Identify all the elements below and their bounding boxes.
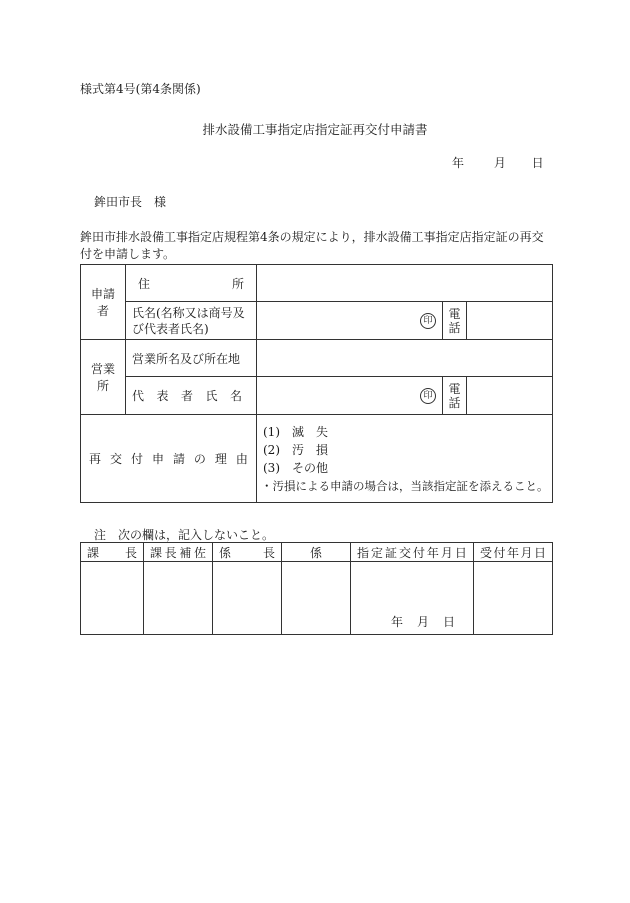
subsection-chief-cell	[213, 562, 282, 635]
reason-option-lost[interactable]: (1) 滅 失	[263, 424, 328, 439]
form-number: 様式第4号(第4条関係)	[80, 82, 201, 96]
header-section-chief	[81, 543, 144, 562]
office-rep-field[interactable]	[257, 377, 443, 415]
header-char: 補	[179, 545, 192, 560]
label-char: 名	[229, 389, 242, 403]
reason-options	[257, 415, 553, 503]
office-use-note: 注 次の欄は，記入しないこと。	[94, 528, 275, 542]
label-char: 住	[138, 276, 151, 291]
header-char: 付	[493, 545, 506, 560]
date-year: 年	[452, 156, 465, 170]
issue-date-cell	[351, 562, 474, 635]
office-name-location-field[interactable]	[257, 340, 553, 377]
header-subsection-chief	[213, 543, 282, 562]
receipt-date-cell	[474, 562, 553, 635]
header-char: 付	[412, 545, 425, 560]
label-char: 表	[156, 389, 169, 403]
section-chief-cell	[81, 562, 144, 635]
seal-icon: 印	[420, 388, 436, 404]
header-char: 長	[164, 545, 177, 560]
label-char: 請	[172, 452, 185, 466]
applicant-tel-label: 電話	[443, 302, 467, 340]
applicant-tel-field[interactable]	[467, 302, 553, 340]
header-char: 長	[124, 545, 137, 560]
header-char: 課	[87, 545, 100, 560]
office-name-location-label: 営業所名及び所在地	[126, 340, 257, 377]
reason-option-soiled[interactable]: (2) 汚 損	[263, 442, 328, 457]
label-char: 理	[214, 452, 227, 466]
label-char: 所	[231, 276, 244, 291]
header-char: 課	[150, 545, 163, 560]
applicant-address-label	[126, 265, 257, 302]
date-line	[452, 154, 544, 171]
header-char: 月	[520, 545, 533, 560]
header-char: 日	[454, 545, 467, 560]
reason-note: ・汚損による申請の場合は，当該指定証を添えること。	[261, 478, 549, 493]
assistant-chief-cell	[144, 562, 213, 635]
header-staff	[282, 543, 351, 562]
issue-date-day: 日	[442, 615, 455, 629]
office-group-label: 営業所	[81, 340, 126, 415]
issue-date-year: 年	[391, 615, 404, 629]
header-char: 係	[309, 545, 322, 560]
applicant-group-label: 申請者	[81, 265, 126, 340]
label-char: 由	[235, 452, 248, 466]
header-char: 交	[398, 545, 411, 560]
office-rep-label	[126, 377, 257, 415]
header-char: 日	[533, 545, 546, 560]
applicant-address-field[interactable]	[257, 265, 553, 302]
header-char: 受	[480, 545, 493, 560]
office-use-table	[80, 542, 553, 635]
label-char: 交	[109, 452, 122, 466]
label-char: 者	[180, 389, 193, 403]
header-char: 定	[370, 545, 383, 560]
reason-option-other[interactable]: (3) その他	[263, 460, 328, 475]
reason-label	[81, 415, 257, 503]
label-char: 申	[151, 452, 164, 466]
header-char: 年	[506, 545, 519, 560]
office-tel-field[interactable]	[467, 377, 553, 415]
office-tel-label: 電話	[443, 377, 467, 415]
seal-icon: 印	[420, 313, 436, 329]
staff-cell	[282, 562, 351, 635]
label-char: 付	[130, 452, 143, 466]
header-char: 佐	[193, 545, 206, 560]
issue-date-month: 月	[416, 615, 429, 629]
header-char: 指	[357, 545, 370, 560]
label-char: 代	[132, 389, 145, 403]
label-char: 再	[89, 452, 102, 466]
header-issue-date	[351, 543, 474, 562]
header-char: 長	[262, 545, 275, 560]
date-month: 月	[493, 156, 506, 170]
applicant-name-label: 氏名(名称又は商号及び代表者氏名)	[126, 302, 257, 340]
label-char: の	[193, 452, 206, 466]
date-day: 日	[531, 156, 544, 170]
applicant-name-field[interactable]	[257, 302, 443, 340]
header-assistant-chief	[144, 543, 213, 562]
application-table	[80, 264, 553, 503]
header-char: 証	[384, 545, 397, 560]
body-text: 鉾田市排水設備工事指定店規程第4条の規定により，排水設備工事指定店指定証の再交付を申請します。	[80, 230, 544, 261]
header-receipt-date	[474, 543, 553, 562]
header-char: 年	[426, 545, 439, 560]
label-char: 氏	[205, 389, 218, 403]
document-title: 排水設備工事指定店指定証再交付申請書	[202, 122, 428, 137]
addressee: 鉾田市長 様	[94, 195, 167, 209]
header-char: 係	[219, 545, 232, 560]
header-char: 月	[440, 545, 453, 560]
